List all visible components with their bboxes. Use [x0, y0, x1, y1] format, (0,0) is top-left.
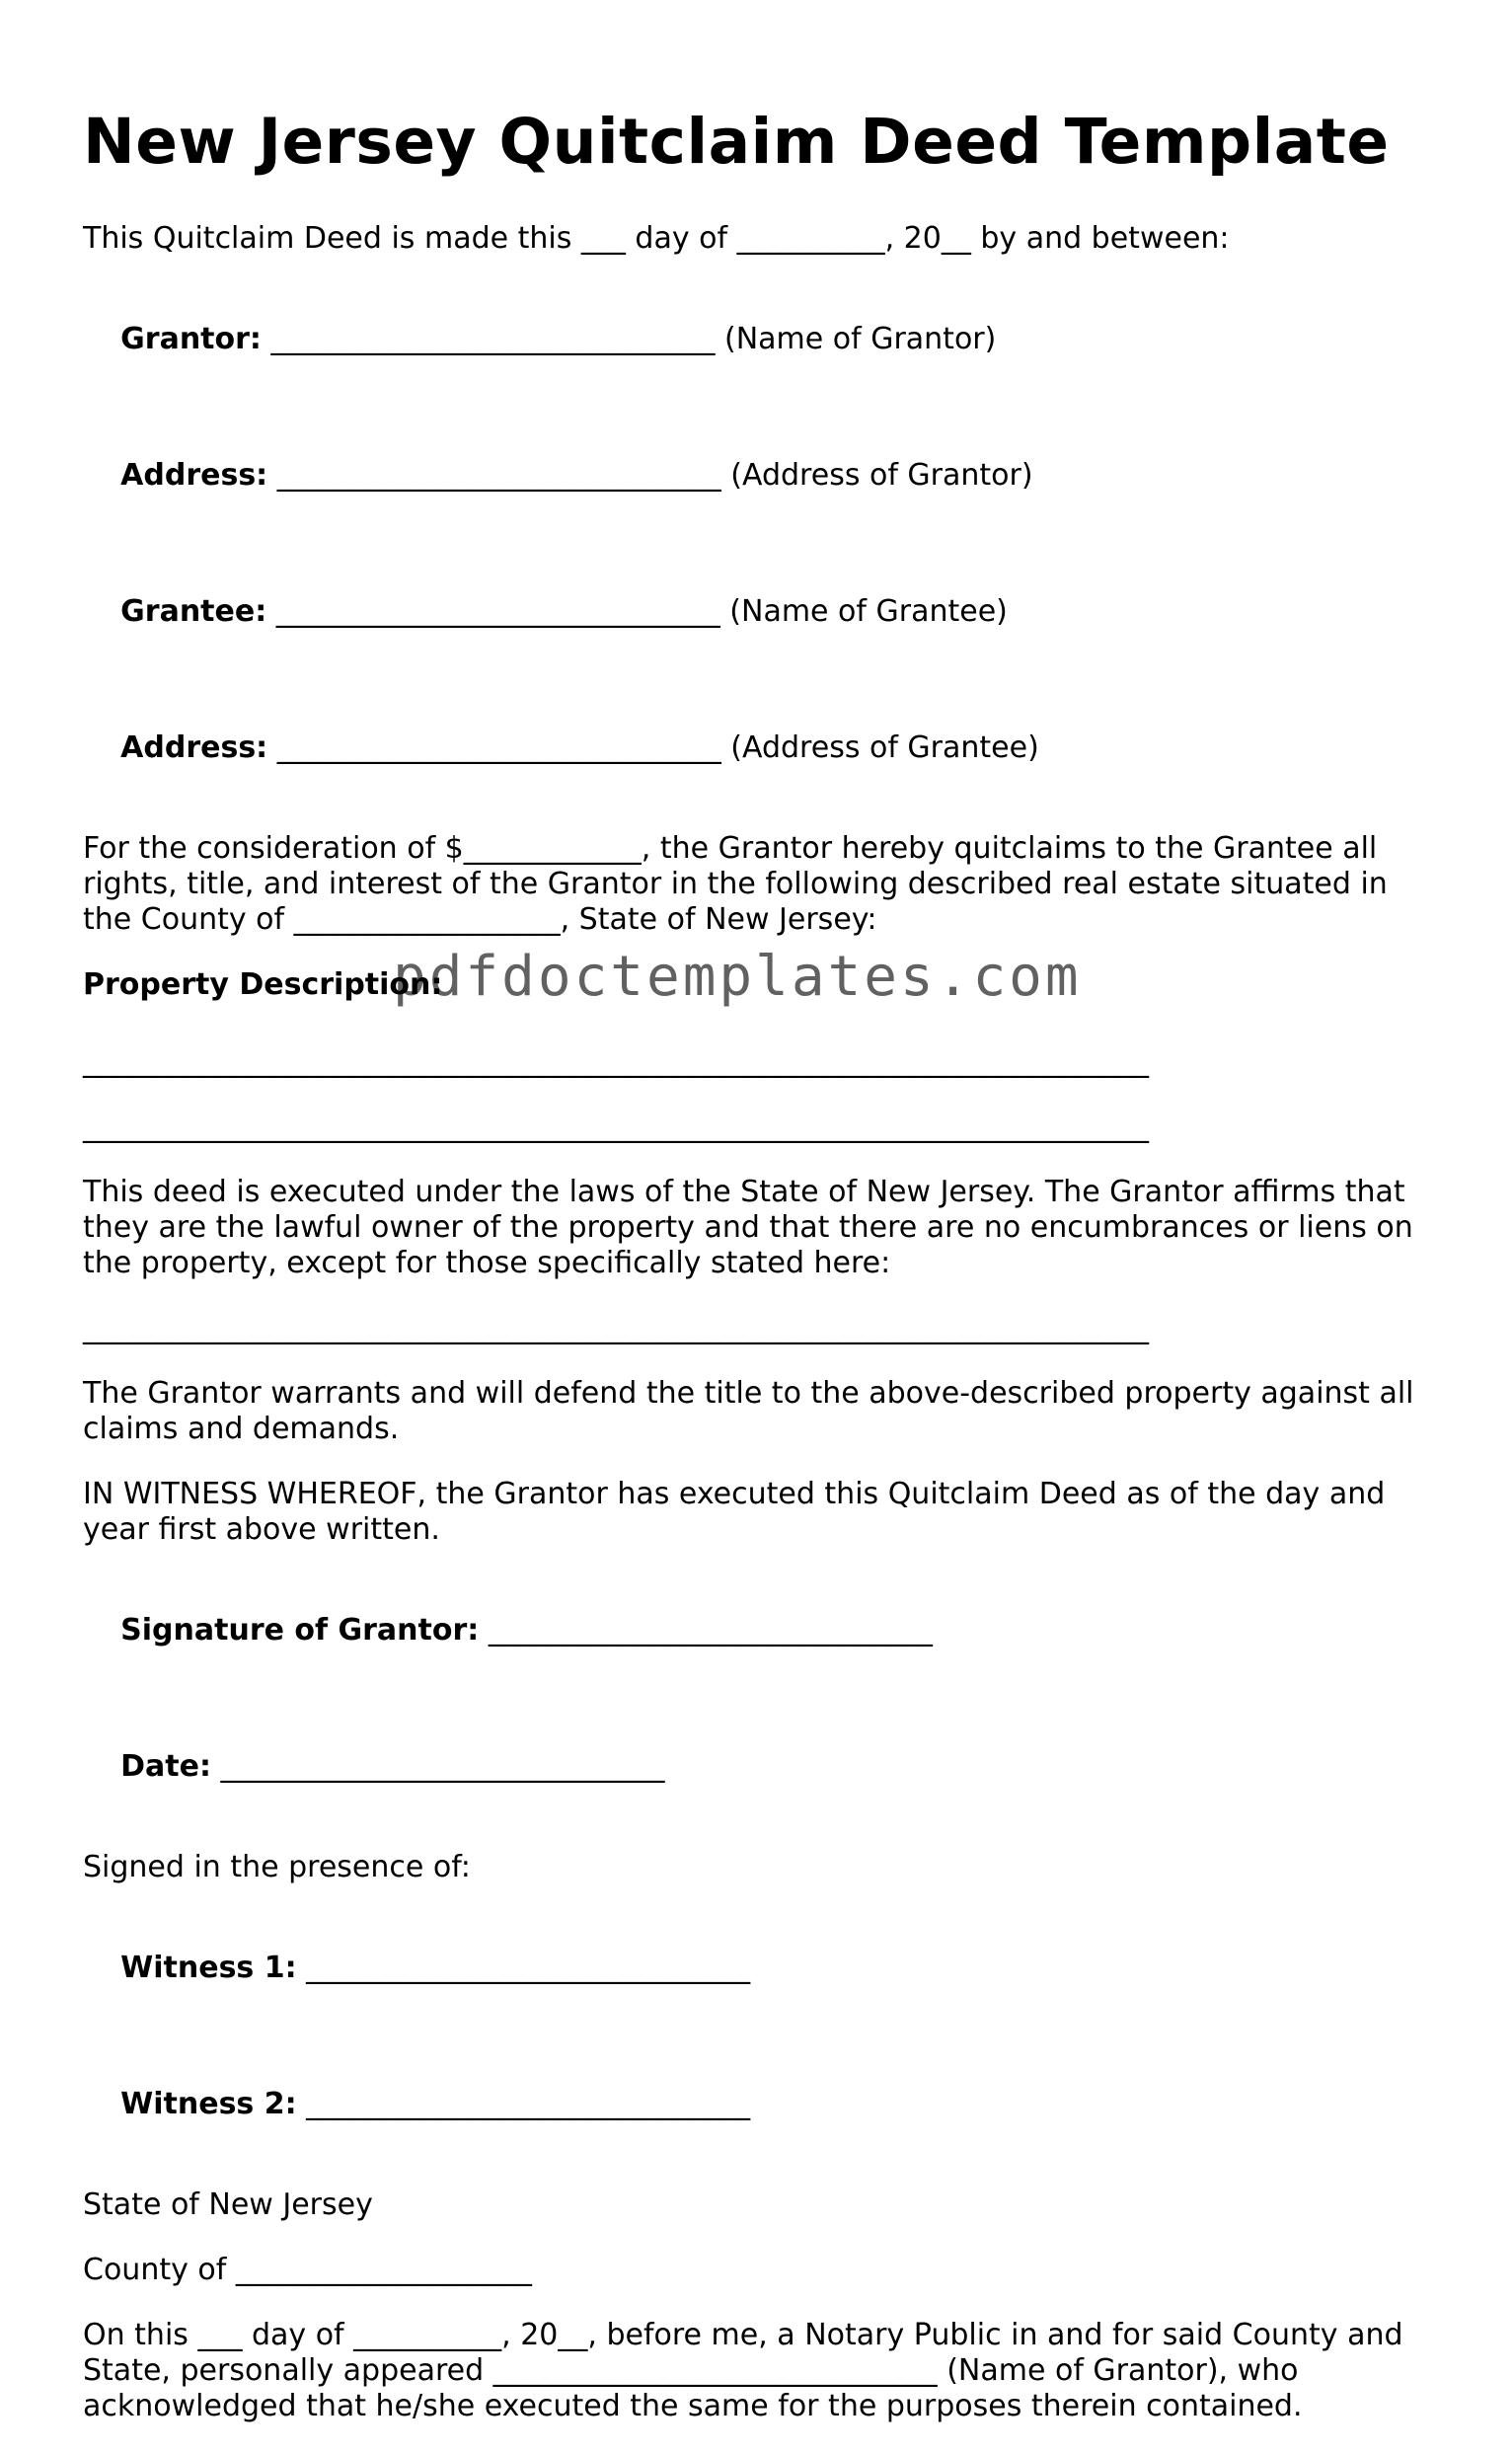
watermark-text: pdfdoctemplates.com [393, 945, 1082, 1009]
property-description-line-1: ________________________________________________________________________ [83, 1044, 1149, 1079]
grantee-address-blank: ______________________________ (Address of Grantee) [276, 730, 1039, 765]
consideration-paragraph: For the consideration of $____________, the Grantor hereby quitclaims to the Grantee all rights, title, and interest of the Grantor in the following described real estate situated in the County of __________________, State of New Jersey: [83, 831, 1398, 937]
property-description-line-2: ________________________________________________________________________ [83, 1110, 1149, 1144]
date-label: Date: [120, 1749, 211, 1784]
document-title: New Jersey Quitclaim Deed Template [83, 106, 1390, 178]
grantee-name-blank: ______________________________ (Name of Grantee) [275, 594, 1008, 629]
grantee-label: Grantee: [120, 594, 267, 629]
witness-1-blank: ______________________________ [306, 1951, 751, 1985]
exceptions-line: ________________________________________________________________________ [83, 1311, 1149, 1345]
date-blank: ______________________________ [220, 1749, 665, 1784]
property-description-heading: Property Description: [83, 967, 443, 1002]
laws-paragraph: This deed is executed under the laws of the State of New Jersey. The Grantor affirms that they are the lawful owner of the property and that there are no encumbrances or liens on the property, except for those specifically stated here: [83, 1175, 1423, 1280]
grantee-name-line [83, 559, 1435, 665]
grantor-name-blank: ______________________________ (Name of Grantor) [270, 322, 997, 356]
notary-paragraph: On this ___ day of __________, 20__, before me, a Notary Public in and for said County and State, personally appeared ______________________________ (Name of Grantor), who acknowledged that he/she executed the same for the purposes therein contained. [83, 2318, 1413, 2423]
grantor-address-blank: ______________________________ (Address of Grantor) [276, 458, 1033, 493]
date-line [83, 1714, 1435, 1820]
presence-text: Signed in the presence of: [83, 1850, 471, 1884]
witness-1-label: Witness 1: [120, 1951, 297, 1985]
grantor-label: Grantor: [120, 322, 262, 356]
grantor-address-label: Address: [120, 458, 268, 493]
in-witness-paragraph: IN WITNESS WHEREOF, the Grantor has executed this Quitclaim Deed as of the day and year first above written. [83, 1477, 1395, 1547]
grantee-address-label: Address: [120, 730, 268, 765]
intro-paragraph: This Quitclaim Deed is made this ___ day of __________, 20__ by and between: [83, 221, 1230, 256]
warrant-paragraph: The Grantor warrants and will defend the title to the above-described property against all claims and demands. [83, 1376, 1424, 1446]
document-page [83, 105, 1435, 2454]
witness-1-line [83, 1915, 1435, 2022]
state-text: State of New Jersey [83, 2187, 373, 2222]
grantor-address-line [83, 422, 1435, 529]
witness-2-blank: ______________________________ [306, 2087, 751, 2121]
signature-blank: ______________________________ [488, 1613, 933, 1648]
signature-line [83, 1577, 1435, 1684]
witness-2-line [83, 2051, 1435, 2158]
signature-label: Signature of Grantor: [120, 1613, 480, 1648]
witness-2-label: Witness 2: [120, 2087, 297, 2121]
county-text: County of ____________________ [83, 2253, 532, 2287]
grantee-address-line [83, 695, 1435, 802]
grantor-name-line [83, 286, 1435, 393]
